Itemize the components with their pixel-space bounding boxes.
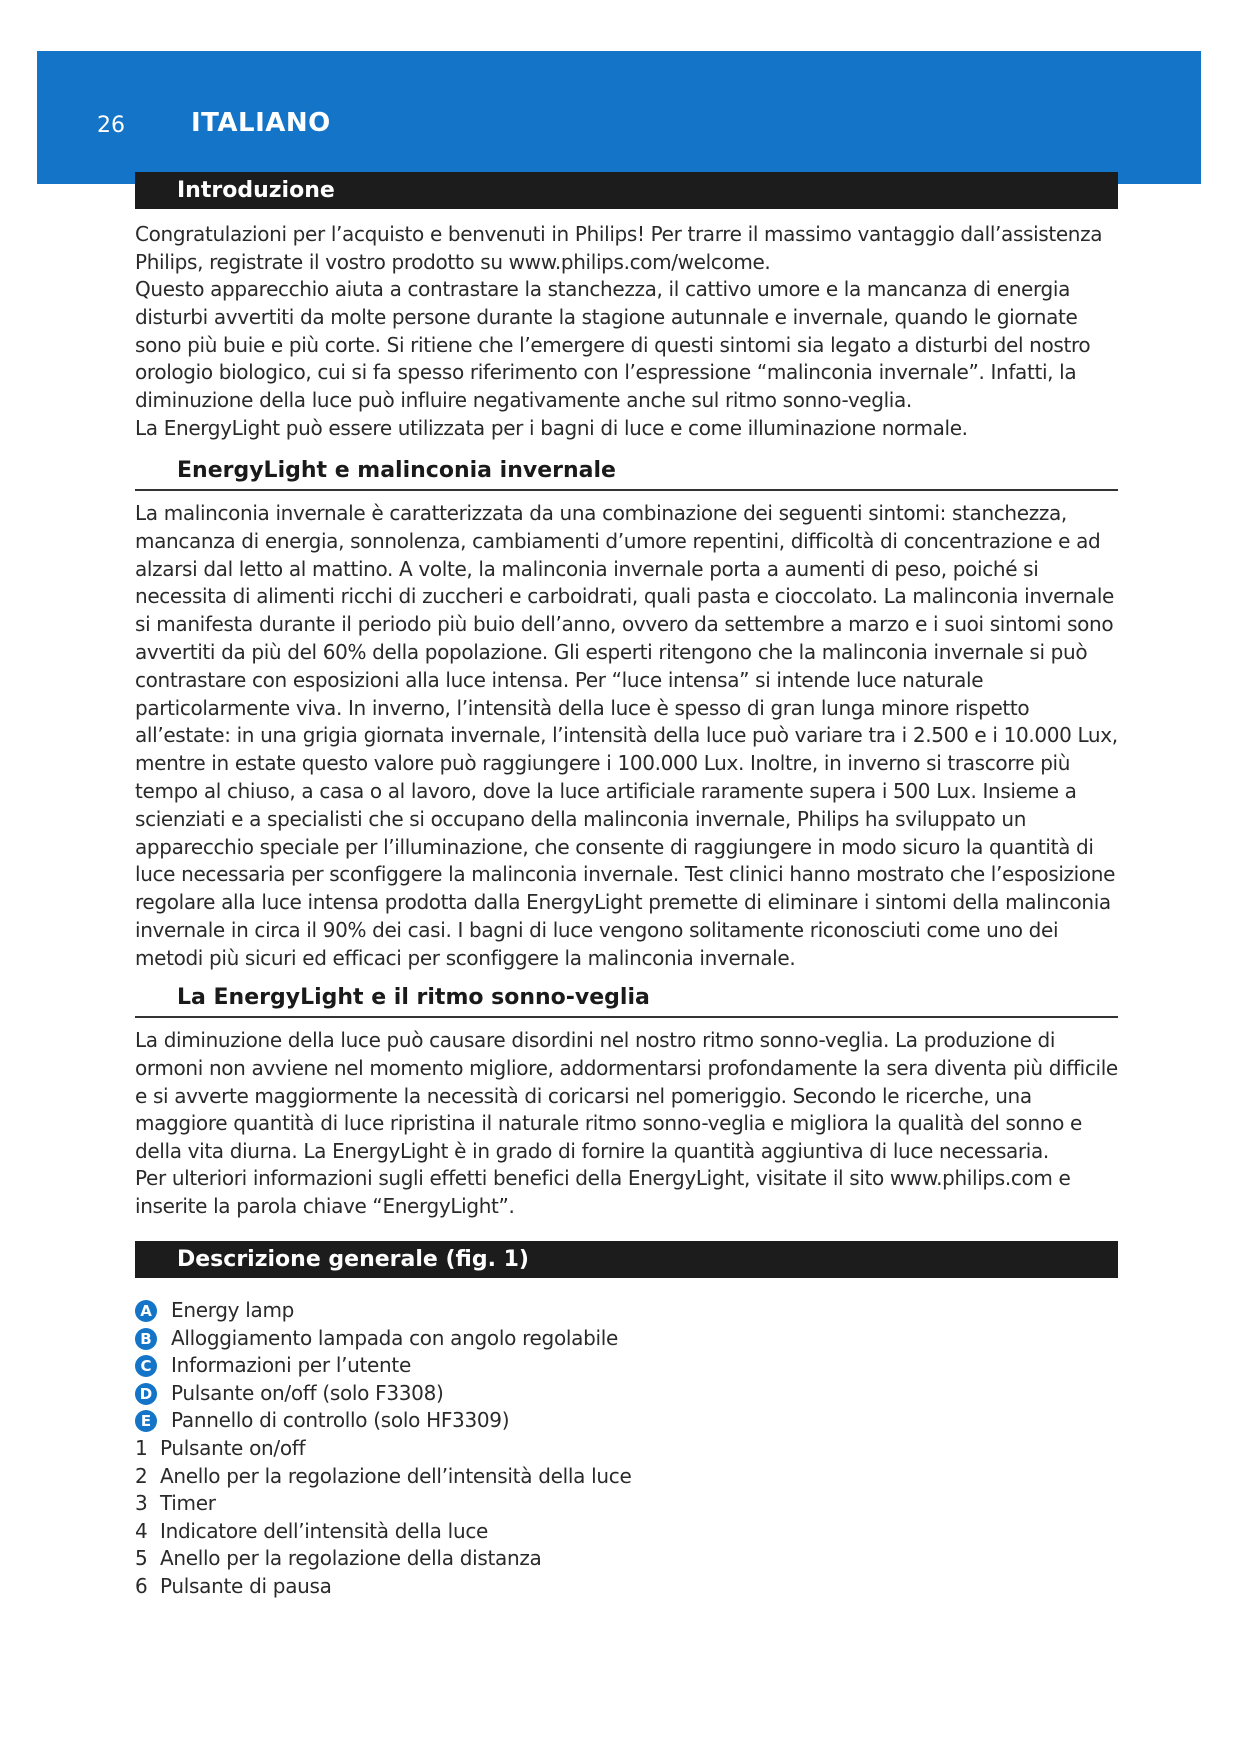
list-item <box>135 1297 935 1325</box>
item-number: 2 <box>135 1463 148 1488</box>
list-item-text: Informazioni per l’utente <box>171 1353 411 1378</box>
section-heading-text: Introduzione <box>177 178 335 203</box>
subheading-sleep-rhythm <box>135 982 1118 1018</box>
subheading-text: La EnergyLight e il ritmo sonno-veglia <box>177 985 650 1010</box>
list-item <box>135 1518 935 1546</box>
winter-blues-paragraph: La malinconia invernale è caratterizzata da una combinazione dei seguenti sintomi: stanchezza, mancanza di energia, sonnolenza, cambiamenti d’umore repentini, difficoltà di concentrazione e ad alzarsi dal letto al mattino. A volte, la malinconia invernale porta a aumenti di peso, poiché si necessita di alimenti ricchi di zuccheri e carboidrati, quali pasta e cioccolato. La malinconia invernale si manifesta durante il periodo più buio dell’anno, ovvero da settembre a marzo e i suoi sintomi sono avvertiti da più del 60% della popolazione. Gli esperti ritengono che la malinconia invernale si può contrastare con esposizioni alla luce intensa. Per “luce intensa” si intende luce naturale particolarmente viva. In inverno, l’intensità della luce è spesso di gran lunga minore rispetto all’estate: in una grigia giornata invernale, l’intensità della luce può variare tra i 2.500 e i 10.000 Lux, mentre in estate questo valore può raggiungere i 100.000 Lux. Inoltre, in inverno si trascorre più tempo al chiuso, a casa o al lavoro, dove la luce artificiale raramente supera i 500 Lux. Insieme a scienziati e a specialisti che si occupano della malinconia invernale, Philips ha sviluppato un apparecchio speciale per l’illuminazione, che consente di raggiungere in modo sicuro la quantità di luce necessaria per sconfiggere la malinconia invernale. Test clinici hanno mostrato che l’esposizione regolare alla luce intensa prodotta dalla EnergyLight premette di eliminare i sintomi della malinconia invernale in circa il 90% dei casi. I bagni di luce vengono solitamente riconosciuti come uno dei metodi più sicuri ed efficaci per sconfiggere la malinconia invernale. <box>135 501 1118 970</box>
intro-paragraph-1: Congratulazioni per l’acquisto e benvenuti in Philips! Per trarre il massimo vantaggio dall’assistenza Philips, registrate il vostro prodotto su www.philips.com/welcome. <box>135 222 1103 274</box>
section-heading-introduction <box>135 172 1118 209</box>
parts-list <box>135 1297 935 1601</box>
section-heading-overview <box>135 1241 1118 1278</box>
list-item-text: Energy lamp <box>171 1298 295 1322</box>
page-number: 26 <box>97 113 125 138</box>
item-number: 1 <box>135 1435 148 1460</box>
list-item <box>135 1545 935 1573</box>
item-number: 5 <box>135 1546 148 1571</box>
list-item-text: Indicatore dell’intensità della luce <box>160 1518 489 1543</box>
list-item-text: Alloggiamento lampada con angolo regolabile <box>171 1325 619 1350</box>
intro-paragraph-2: Questo apparecchio aiuta a contrastare la stanchezza, il cattivo umore e la mancanza di energia disturbi avvertiti da molte persone durante la stagione autunnale e invernale, quando le giornate sono più buie e più corte. Si ritiene che l’emergere di questi sintomi sia legato a disturbi del nostro orologio biologico, cui si fa spesso riferimento con l’espressione “malinconia invernale”. Infatti, la diminuzione della luce può influire negativamente anche sul ritmo sonno-veglia. <box>135 277 1091 413</box>
list-item <box>135 1380 935 1408</box>
item-number: 3 <box>135 1491 148 1516</box>
sleep-rhythm-paragraph-2: Per ulteriori informazioni sugli effetti benefici della EnergyLight, visitate il sito www.philips.com e inserite la parola chiave “EnergyLight”. <box>135 1166 1071 1218</box>
intro-paragraph-3: La EnergyLight può essere utilizzata per i bagni di luce e come illuminazione normale. <box>135 416 968 440</box>
list-item <box>135 1573 935 1601</box>
item-number: 6 <box>135 1573 148 1598</box>
letter-a-icon: A <box>135 1300 157 1322</box>
list-item <box>135 1407 935 1435</box>
item-number: 4 <box>135 1518 148 1543</box>
list-item-text: Pulsante on/off <box>160 1435 306 1460</box>
list-item-text: Anello per la regolazione dell’intensità della luce <box>160 1463 632 1488</box>
list-item-text: Pannello di controllo (solo HF3309) <box>171 1408 510 1433</box>
section-heading-text: Descrizione generale (fig. 1) <box>177 1247 529 1272</box>
letter-d-icon: D <box>135 1383 157 1405</box>
list-item <box>135 1490 935 1518</box>
subheading-text: EnergyLight e malinconia invernale <box>177 458 616 483</box>
subheading-winter-blues <box>135 455 1118 491</box>
letter-e-icon: E <box>135 1410 157 1432</box>
list-item-text: Timer <box>160 1491 216 1516</box>
list-item <box>135 1435 935 1463</box>
sleep-rhythm-paragraph-1: La diminuzione della luce può causare disordini nel nostro ritmo sonno-veglia. La produzione di ormoni non avviene nel momento migliore, addormentarsi profondamente la sera diventa più difficile e si avverte maggiormente la necessità di coricarsi nel pomeriggio. Secondo le ricerche, una maggiore quantità di luce ripristina il naturale ritmo sonno-veglia e migliora la qualità del sonno e della vita diurna. La EnergyLight è in grado di fornire la quantità aggiuntiva di luce necessaria. <box>135 1028 1118 1164</box>
list-item-text: Pulsante di pausa <box>160 1573 332 1598</box>
list-item <box>135 1325 935 1353</box>
list-item <box>135 1463 935 1491</box>
letter-b-icon: B <box>135 1328 157 1350</box>
letter-c-icon: C <box>135 1355 157 1377</box>
list-item-text: Anello per la regolazione della distanza <box>160 1546 542 1571</box>
language-title: ITALIANO <box>191 108 331 138</box>
list-item <box>135 1352 935 1380</box>
list-item-text: Pulsante on/off (solo F3308) <box>171 1380 444 1405</box>
